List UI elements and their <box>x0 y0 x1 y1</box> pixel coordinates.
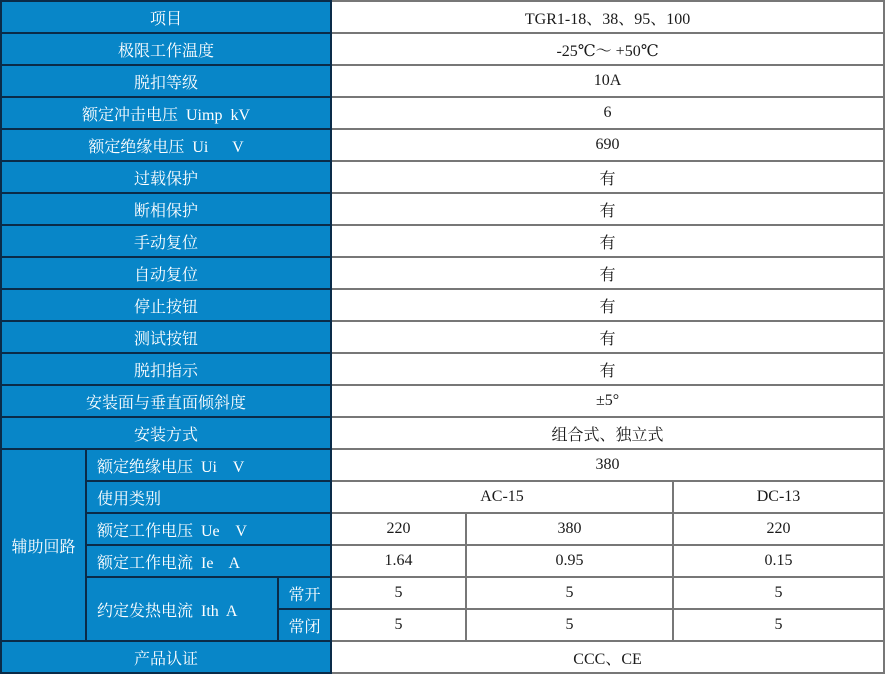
row-label: 额定绝缘电压 Ui V <box>86 449 331 481</box>
table-row-certification <box>1 641 884 673</box>
table-row <box>1 353 884 385</box>
category-ac-value: AC-15 <box>331 481 673 513</box>
row-label: 额定工作电流 Ie A <box>86 545 331 577</box>
category-dc-value: DC-13 <box>673 481 884 513</box>
cell-value: 5 <box>673 577 884 609</box>
table-row <box>1 161 884 193</box>
table-row <box>1 193 884 225</box>
row-label: 安装面与垂直面倾斜度 <box>1 385 331 417</box>
row-value: ±5° <box>331 385 884 417</box>
table-row <box>1 321 884 353</box>
row-value: -25℃～ +50℃ <box>331 33 884 65</box>
row-label: 安装方式 <box>1 417 331 449</box>
table-row-aux-category <box>1 481 884 513</box>
sub-row-label: 常闭 <box>278 609 331 641</box>
cell-value: 5 <box>466 577 673 609</box>
table-row <box>1 33 884 65</box>
table-row <box>1 257 884 289</box>
table-row-aux-current <box>1 545 884 577</box>
row-label: 脱扣等级 <box>1 65 331 97</box>
table-row <box>1 225 884 257</box>
row-label: 约定发热电流 Ith A <box>86 577 278 641</box>
cell-value: 380 <box>466 513 673 545</box>
row-label: 使用类别 <box>86 481 331 513</box>
cell-value: 5 <box>466 609 673 641</box>
row-value: 组合式、独立式 <box>331 417 884 449</box>
row-label: 手动复位 <box>1 225 331 257</box>
row-label: 脱扣指示 <box>1 353 331 385</box>
row-label: 产品认证 <box>1 641 331 673</box>
row-value: 6 <box>331 97 884 129</box>
table-row <box>1 97 884 129</box>
row-value: 有 <box>331 193 884 225</box>
table-row-aux-thermal-no <box>1 577 884 609</box>
row-value: 380 <box>331 449 884 481</box>
row-label: 项目 <box>1 1 331 33</box>
row-label: 极限工作温度 <box>1 33 331 65</box>
row-value: 有 <box>331 353 884 385</box>
row-label: 额定工作电压 Ue V <box>86 513 331 545</box>
row-value: 有 <box>331 321 884 353</box>
cell-value: 5 <box>673 609 884 641</box>
row-label: 额定冲击电压 Uimp kV <box>1 97 331 129</box>
table-row <box>1 129 884 161</box>
row-label: 额定绝缘电压 Ui V <box>1 129 331 161</box>
cell-value: 220 <box>673 513 884 545</box>
table-row <box>1 385 884 417</box>
row-label: 停止按钮 <box>1 289 331 321</box>
table-row-aux-insulation <box>1 449 884 481</box>
row-value: 有 <box>331 257 884 289</box>
cell-value: 0.95 <box>466 545 673 577</box>
cell-value: 5 <box>331 609 466 641</box>
row-value: TGR1-18、38、95、100 <box>331 1 884 33</box>
row-value: 有 <box>331 225 884 257</box>
row-value: CCC、CE <box>331 641 884 673</box>
table-row-aux-voltage <box>1 513 884 545</box>
row-label: 断相保护 <box>1 193 331 225</box>
cell-value: 5 <box>331 577 466 609</box>
row-label: 过载保护 <box>1 161 331 193</box>
row-label: 自动复位 <box>1 257 331 289</box>
row-value: 10A <box>331 65 884 97</box>
row-label: 测试按钮 <box>1 321 331 353</box>
aux-group-label: 辅助回路 <box>1 449 86 641</box>
table-row <box>1 289 884 321</box>
cell-value: 1.64 <box>331 545 466 577</box>
table-row <box>1 1 884 33</box>
table-row <box>1 65 884 97</box>
table-row <box>1 417 884 449</box>
row-value: 有 <box>331 161 884 193</box>
cell-value: 220 <box>331 513 466 545</box>
sub-row-label: 常开 <box>278 577 331 609</box>
row-value: 有 <box>331 289 884 321</box>
cell-value: 0.15 <box>673 545 884 577</box>
row-value: 690 <box>331 129 884 161</box>
